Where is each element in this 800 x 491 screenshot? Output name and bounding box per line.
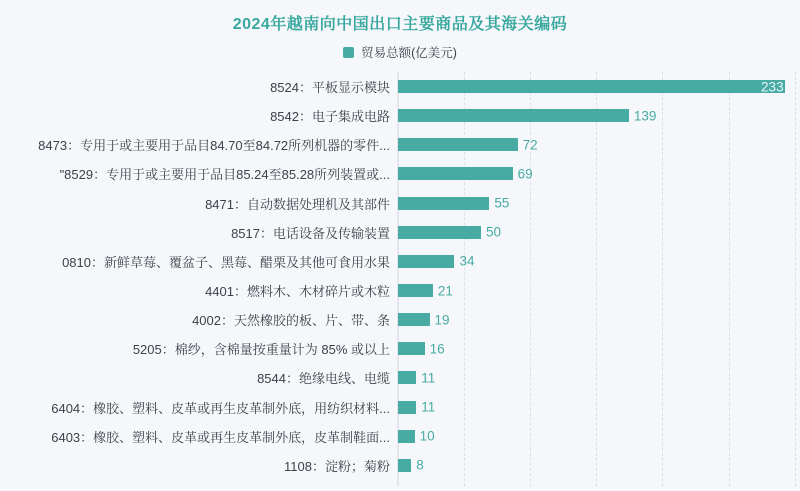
legend-label: 贸易总额(亿美元): [361, 46, 457, 60]
chart-row: [0, 276, 800, 305]
bar: [398, 109, 629, 122]
chart-row: [0, 305, 800, 334]
chart-row: [0, 189, 800, 218]
bar: [398, 459, 411, 472]
chart-row: [0, 72, 800, 101]
bar-track: [398, 342, 800, 355]
bar-track: [398, 430, 800, 443]
bar-track: [398, 80, 800, 93]
chart-row: [0, 218, 800, 247]
chart-row: [0, 159, 800, 188]
bar: [398, 430, 415, 443]
bar-chart: [0, 72, 800, 480]
bar-track: [398, 138, 800, 151]
bar-track: [398, 401, 800, 414]
category-label: 6404：橡胶、塑料、皮革或再生皮革制外底，用纺织材料...: [51, 400, 390, 416]
category-label: 1108：淀粉；菊粉: [284, 458, 390, 474]
chart-rows: [0, 72, 800, 480]
bar-track: [398, 284, 800, 297]
bar: [398, 371, 416, 384]
bar-track: [398, 226, 800, 239]
chart-row: [0, 130, 800, 159]
chart-row: [0, 334, 800, 363]
value-label: 11: [421, 370, 436, 386]
bar: [398, 167, 513, 180]
bar-track: [398, 197, 800, 210]
chart-legend[interactable]: [0, 43, 800, 61]
chart-title: 2024年越南向中国出口主要商品及其海关编码: [232, 16, 568, 33]
category-label: 8473：专用于或主要用于品目84.70至84.72所列机器的零件...: [38, 138, 390, 154]
value-label: 8: [416, 457, 424, 473]
value-label: 139: [633, 108, 657, 124]
category-label: 8542：电子集成电路: [270, 109, 390, 125]
bar: [398, 255, 454, 268]
value-label: 55: [494, 195, 510, 211]
bar-track: [398, 255, 800, 268]
bar-track: [398, 109, 800, 122]
bar: [398, 313, 430, 326]
bar: [398, 342, 425, 355]
value-label: 50: [486, 224, 502, 240]
bar: [398, 138, 518, 151]
category-label: "8529：专用于或主要用于品目85.24至85.28所列装置或...: [59, 167, 390, 183]
value-label: 19: [434, 312, 450, 328]
category-label: 4401：燃料木、木材碎片或木粒: [205, 284, 390, 300]
category-label: 4002：天然橡胶的板、片、带、条: [192, 313, 390, 329]
value-label: 21: [437, 283, 453, 299]
chart-row: [0, 101, 800, 130]
bar: [398, 226, 481, 239]
category-label: 8471：自动数据处理机及其部件: [205, 196, 390, 212]
chart-row: [0, 393, 800, 422]
chart-row: [0, 363, 800, 392]
bar: [398, 401, 416, 414]
value-label: 34: [459, 253, 475, 269]
category-label: 5205：棉纱，含棉量按重量计为 85% 或以上: [132, 342, 390, 358]
legend-marker-icon: [343, 47, 354, 58]
bar: [398, 197, 489, 210]
value-label: 69: [517, 166, 533, 182]
category-label: 0810：新鲜草莓、覆盆子、黑莓、醋栗及其他可食用水果: [62, 254, 390, 270]
bar: [398, 284, 433, 297]
value-label: 233: [761, 79, 784, 95]
value-label: 11: [421, 399, 436, 415]
chart-row: [0, 247, 800, 276]
category-label: 6403：橡胶、塑料、皮革或再生皮革制外底，皮革制鞋面...: [51, 429, 390, 445]
bar-track: [398, 167, 800, 180]
value-label: 72: [522, 137, 538, 153]
value-label: 16: [429, 341, 445, 357]
chart-row: [0, 422, 800, 451]
category-label: 8524：平板显示模块: [270, 80, 390, 96]
category-label: 8517：电话设备及传输装置: [231, 225, 390, 241]
bar-track: [398, 371, 800, 384]
value-label: 10: [419, 428, 435, 444]
bar: [398, 80, 785, 93]
bar-track: [398, 313, 800, 326]
bar-track: [398, 459, 800, 472]
chart-row: [0, 451, 800, 480]
category-label: 8544：绝缘电线、电缆: [257, 371, 390, 387]
